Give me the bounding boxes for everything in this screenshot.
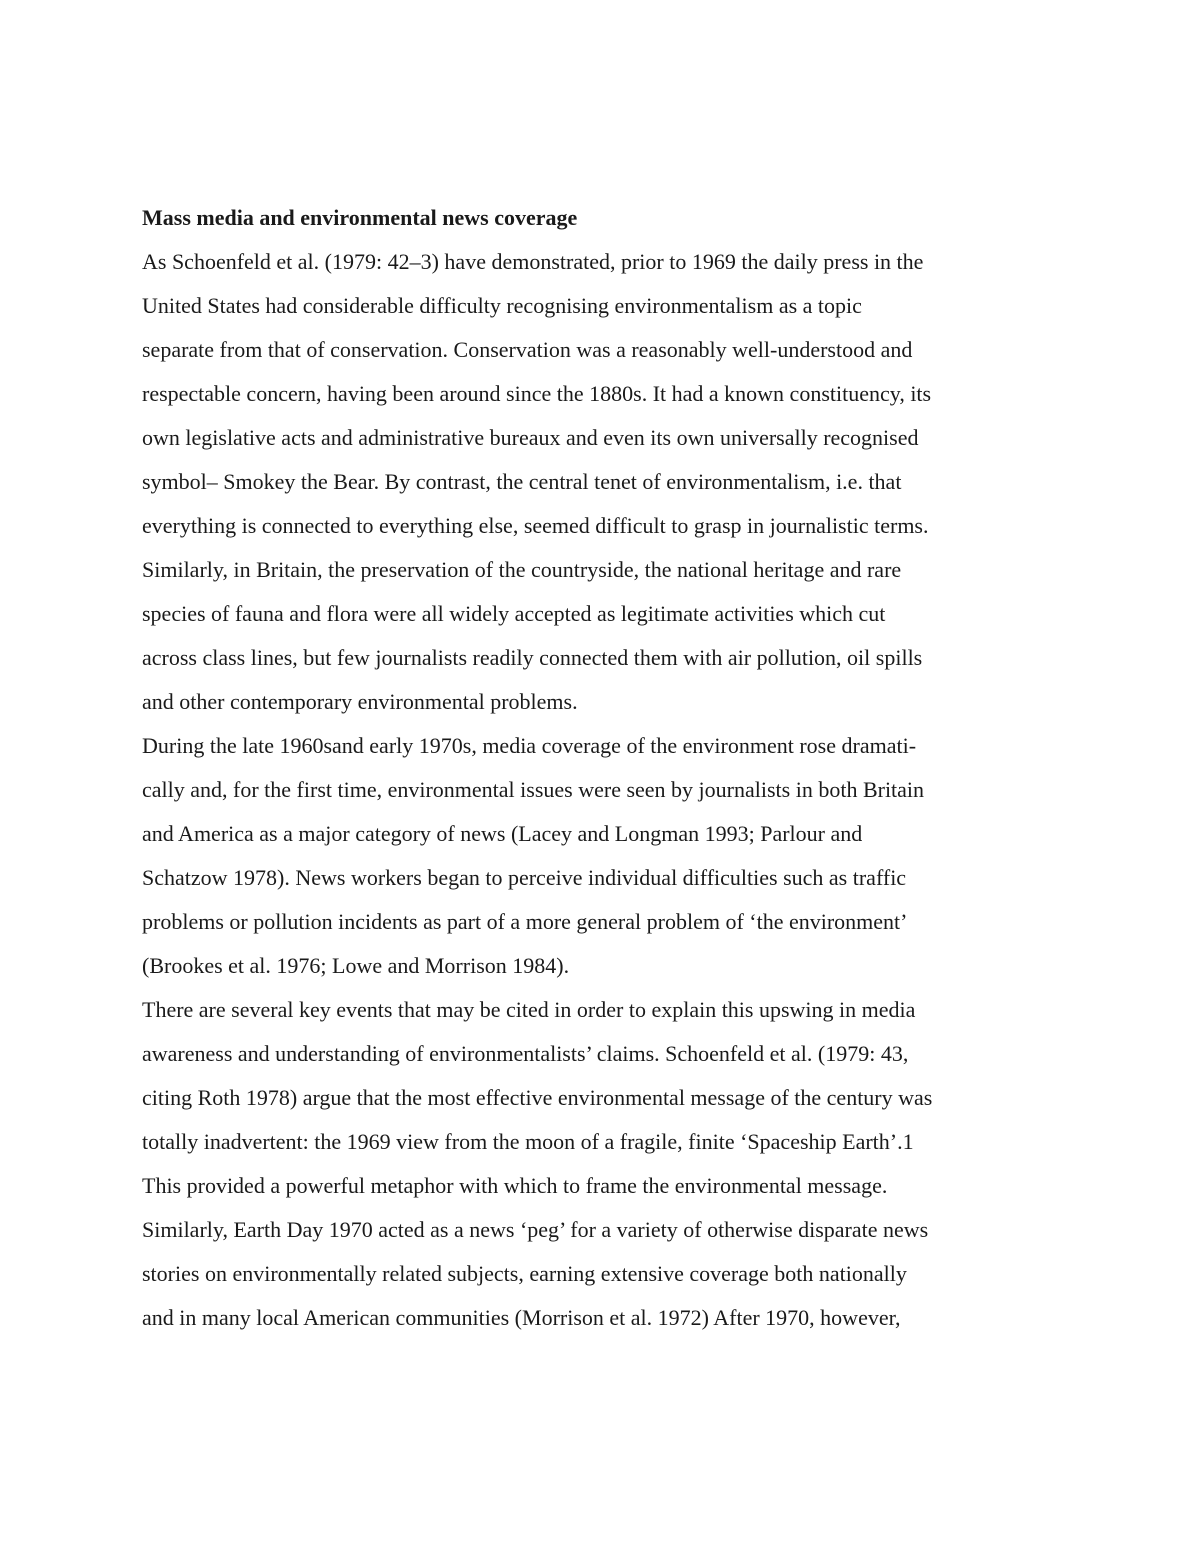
paragraph-1 <box>142 240 1062 724</box>
text-line: everything is connected to everything else, seemed difficult to grasp in journalistic terms. <box>142 513 929 538</box>
paragraph-2 <box>142 724 1062 988</box>
text-line: This provided a powerful metaphor with which to frame the environmental message. <box>142 1173 888 1198</box>
text-line: Similarly, in Britain, the preservation of the countryside, the national heritage and rare <box>142 557 902 582</box>
text-line: Schatzow 1978). News workers began to perceive individual difficulties such as traffic <box>142 865 907 890</box>
text-line: separate from that of conservation. Conservation was a reasonably well-understood and <box>142 337 913 362</box>
text-line: and in many local American communities (Morrison et al. 1972) After 1970, however, <box>142 1305 901 1330</box>
text-line: symbol– Smokey the Bear. By contrast, the central tenet of environmentalism, i.e. that <box>142 469 902 494</box>
text-line: stories on environmentally related subjects, earning extensive coverage both nationally <box>142 1261 907 1286</box>
text-line: awareness and understanding of environmentalists’ claims. Schoenfeld et al. (1979: 43, <box>142 1041 909 1066</box>
text-line: and America as a major category of news (Lacey and Longman 1993; Parlour and <box>142 821 863 846</box>
text-line: During the late 1960sand early 1970s, media coverage of the environment rose dramati- <box>142 733 917 758</box>
text-line: and other contemporary environmental problems. <box>142 689 578 714</box>
text-line: United States had considerable difficulty recognising environmentalism as a topic <box>142 293 862 318</box>
paragraph-3 <box>142 988 1062 1340</box>
text-line: As Schoenfeld et al. (1979: 42–3) have demonstrated, prior to 1969 the daily press in the <box>142 249 924 274</box>
section-heading: Mass media and environmental news coverage <box>142 205 578 230</box>
document-body <box>142 196 1062 1340</box>
text-line: across class lines, but few journalists readily connected them with air pollution, oil spills <box>142 645 923 670</box>
text-line: own legislative acts and administrative bureaux and even its own universally recognised <box>142 425 919 450</box>
text-line: problems or pollution incidents as part of a more general problem of ‘the environment’ <box>142 909 908 934</box>
text-line: citing Roth 1978) argue that the most effective environmental message of the century was <box>142 1085 933 1110</box>
text-line: totally inadvertent: the 1969 view from the moon of a fragile, finite ‘Spaceship Earth’.1 <box>142 1129 914 1154</box>
text-line: species of fauna and flora were all widely accepted as legitimate activities which cut <box>142 601 886 626</box>
text-line: respectable concern, having been around since the 1880s. It had a known constituency, its <box>142 381 932 406</box>
text-line: (Brookes et al. 1976; Lowe and Morrison 1984). <box>142 953 570 978</box>
text-line: cally and, for the first time, environmental issues were seen by journalists in both Britain <box>142 777 925 802</box>
text-line: Similarly, Earth Day 1970 acted as a news ‘peg’ for a variety of otherwise disparate news <box>142 1217 929 1242</box>
text-line: There are several key events that may be cited in order to explain this upswing in media <box>142 997 916 1022</box>
